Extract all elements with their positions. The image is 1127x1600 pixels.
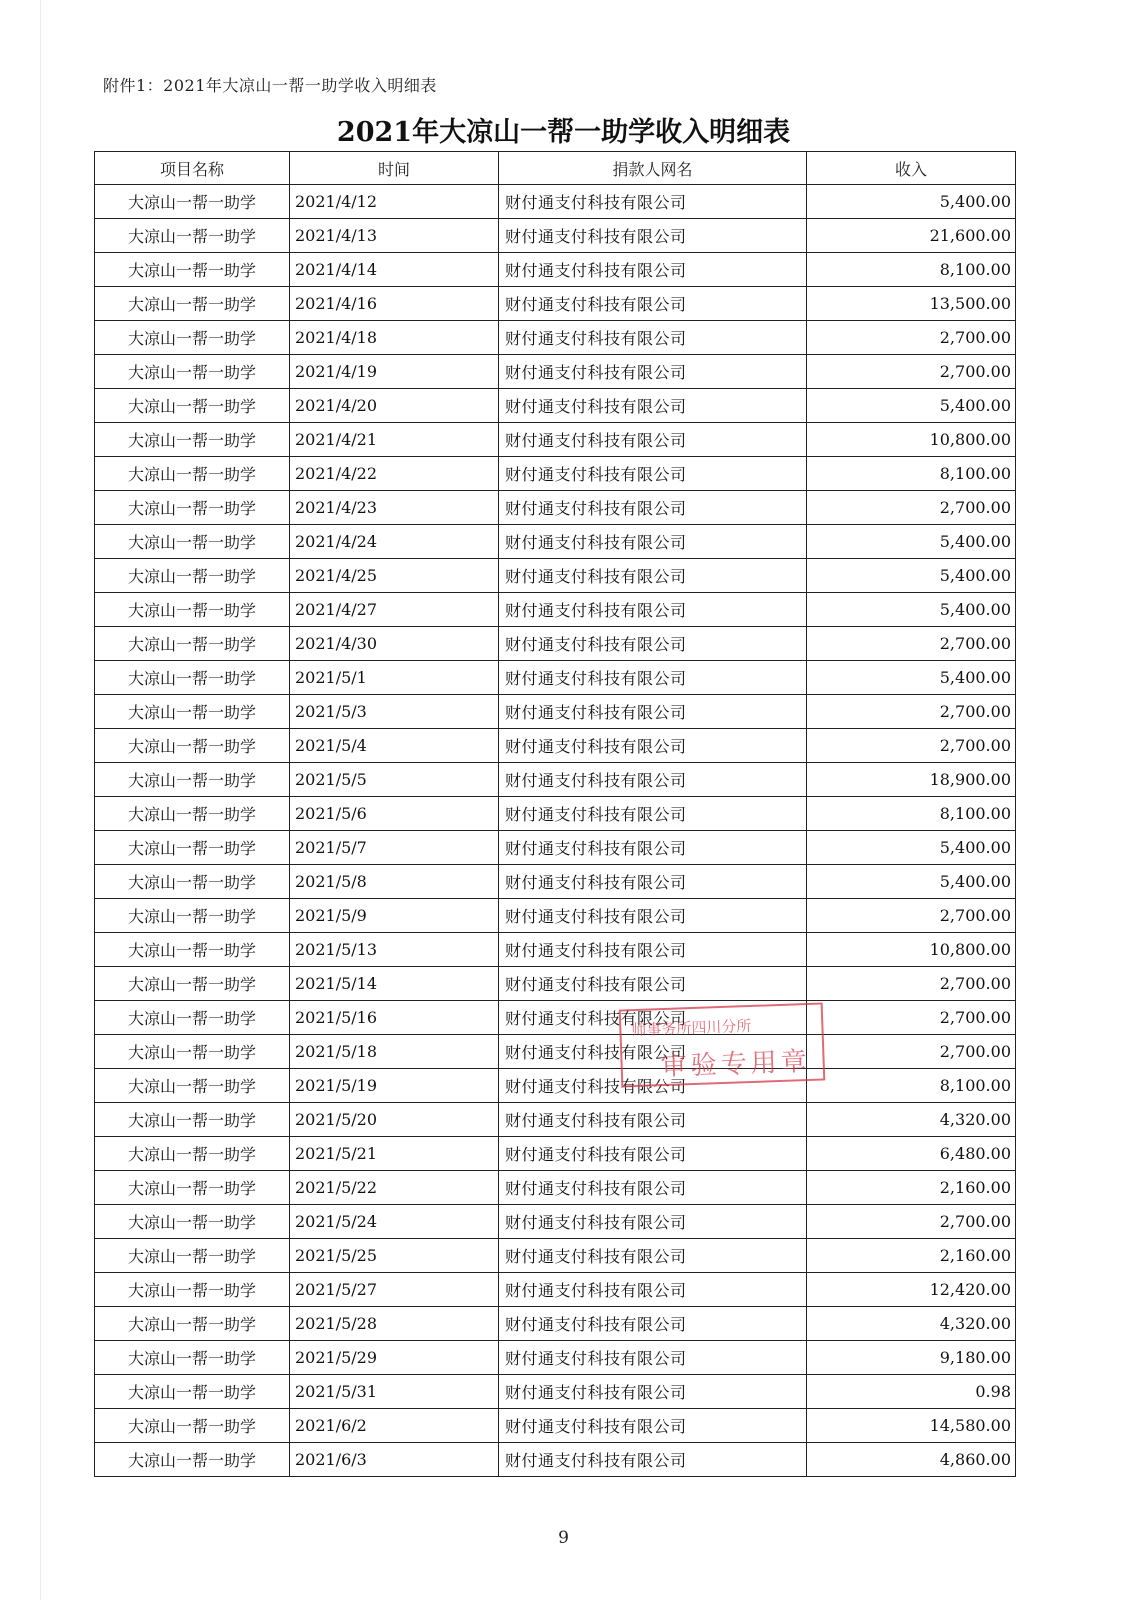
cell-date: 2021/4/30 (290, 627, 499, 661)
cell-donor-name: 财付通支付科技有限公司 (499, 627, 807, 661)
cell-date: 2021/5/24 (290, 1205, 499, 1239)
table-row (95, 1205, 1016, 1239)
table-row (95, 491, 1016, 525)
page-number: 9 (558, 1528, 569, 1548)
cell-date: 2021/4/16 (290, 287, 499, 321)
cell-date: 2021/6/2 (290, 1409, 499, 1443)
cell-project-name: 大凉山一帮一助学 (95, 661, 290, 695)
cell-date: 2021/5/20 (290, 1103, 499, 1137)
cell-income: 13,500.00 (807, 287, 1016, 321)
cell-donor-name: 财付通支付科技有限公司 (499, 1375, 807, 1409)
header-donor-name: 捐款人网名 (499, 152, 807, 185)
table-row (95, 219, 1016, 253)
header-income: 收入 (807, 152, 1016, 185)
cell-donor-name: 财付通支付科技有限公司 (499, 185, 807, 219)
cell-donor-name: 财付通支付科技有限公司 (499, 797, 807, 831)
cell-donor-name: 财付通支付科技有限公司 (499, 593, 807, 627)
cell-date: 2021/4/27 (290, 593, 499, 627)
cell-date: 2021/5/14 (290, 967, 499, 1001)
income-detail-table (94, 151, 1016, 1477)
cell-date: 2021/4/21 (290, 423, 499, 457)
cell-income: 5,400.00 (807, 661, 1016, 695)
cell-donor-name: 财付通支付科技有限公司 (499, 287, 807, 321)
cell-income: 5,400.00 (807, 559, 1016, 593)
cell-income: 6,480.00 (807, 1137, 1016, 1171)
cell-donor-name: 财付通支付科技有限公司 (499, 1443, 807, 1477)
cell-donor-name: 财付通支付科技有限公司 (499, 1035, 807, 1069)
cell-income: 5,400.00 (807, 389, 1016, 423)
cell-project-name: 大凉山一帮一助学 (95, 1443, 290, 1477)
cell-donor-name: 财付通支付科技有限公司 (499, 967, 807, 1001)
table-row (95, 1001, 1016, 1035)
cell-project-name: 大凉山一帮一助学 (95, 253, 290, 287)
cell-project-name: 大凉山一帮一助学 (95, 1171, 290, 1205)
cell-income: 2,700.00 (807, 627, 1016, 661)
cell-project-name: 大凉山一帮一助学 (95, 1001, 290, 1035)
cell-donor-name: 财付通支付科技有限公司 (499, 1273, 807, 1307)
cell-income: 5,400.00 (807, 831, 1016, 865)
cell-income: 12,420.00 (807, 1273, 1016, 1307)
cell-donor-name: 财付通支付科技有限公司 (499, 865, 807, 899)
cell-project-name: 大凉山一帮一助学 (95, 491, 290, 525)
table-row (95, 355, 1016, 389)
cell-date: 2021/5/27 (290, 1273, 499, 1307)
cell-donor-name: 财付通支付科技有限公司 (499, 1239, 807, 1273)
cell-project-name: 大凉山一帮一助学 (95, 1103, 290, 1137)
cell-date: 2021/4/19 (290, 355, 499, 389)
cell-project-name: 大凉山一帮一助学 (95, 525, 290, 559)
cell-project-name: 大凉山一帮一助学 (95, 1035, 290, 1069)
cell-income: 2,160.00 (807, 1239, 1016, 1273)
cell-income: 5,400.00 (807, 185, 1016, 219)
cell-income: 0.98 (807, 1375, 1016, 1409)
header-project-name: 项目名称 (95, 152, 290, 185)
cell-project-name: 大凉山一帮一助学 (95, 865, 290, 899)
cell-date: 2021/5/29 (290, 1341, 499, 1375)
table-row (95, 1103, 1016, 1137)
cell-date: 2021/4/25 (290, 559, 499, 593)
cell-project-name: 大凉山一帮一助学 (95, 593, 290, 627)
cell-date: 2021/5/18 (290, 1035, 499, 1069)
cell-income: 2,700.00 (807, 321, 1016, 355)
table-row (95, 1341, 1016, 1375)
cell-project-name: 大凉山一帮一助学 (95, 1137, 290, 1171)
cell-date: 2021/5/4 (290, 729, 499, 763)
table-row (95, 627, 1016, 661)
cell-income: 8,100.00 (807, 253, 1016, 287)
table-row (95, 1273, 1016, 1307)
cell-income: 4,860.00 (807, 1443, 1016, 1477)
cell-date: 2021/5/9 (290, 899, 499, 933)
table-row (95, 967, 1016, 1001)
cell-project-name: 大凉山一帮一助学 (95, 729, 290, 763)
cell-income: 2,160.00 (807, 1171, 1016, 1205)
table-row (95, 1069, 1016, 1103)
table-row (95, 1137, 1016, 1171)
table-row (95, 797, 1016, 831)
cell-date: 2021/4/23 (290, 491, 499, 525)
cell-date: 2021/5/22 (290, 1171, 499, 1205)
table-row (95, 933, 1016, 967)
cell-project-name: 大凉山一帮一助学 (95, 389, 290, 423)
cell-project-name: 大凉山一帮一助学 (95, 899, 290, 933)
cell-date: 2021/5/25 (290, 1239, 499, 1273)
cell-income: 18,900.00 (807, 763, 1016, 797)
cell-date: 2021/5/3 (290, 695, 499, 729)
table-row (95, 899, 1016, 933)
cell-income: 8,100.00 (807, 1069, 1016, 1103)
attachment-label: 附件1：2021年大凉山一帮一助学收入明细表 (103, 76, 437, 95)
cell-donor-name: 财付通支付科技有限公司 (499, 1137, 807, 1171)
cell-project-name: 大凉山一帮一助学 (95, 185, 290, 219)
cell-date: 2021/5/5 (290, 763, 499, 797)
cell-donor-name: 财付通支付科技有限公司 (499, 1341, 807, 1375)
cell-donor-name: 财付通支付科技有限公司 (499, 1205, 807, 1239)
cell-date: 2021/5/13 (290, 933, 499, 967)
table-row (95, 661, 1016, 695)
cell-project-name: 大凉山一帮一助学 (95, 1409, 290, 1443)
table-row (95, 287, 1016, 321)
cell-income: 10,800.00 (807, 423, 1016, 457)
cell-income: 8,100.00 (807, 457, 1016, 491)
table-row (95, 423, 1016, 457)
cell-income: 2,700.00 (807, 967, 1016, 1001)
cell-income: 9,180.00 (807, 1341, 1016, 1375)
cell-donor-name: 财付通支付科技有限公司 (499, 729, 807, 763)
cell-income: 5,400.00 (807, 525, 1016, 559)
cell-income: 5,400.00 (807, 593, 1016, 627)
table-row (95, 695, 1016, 729)
table-row (95, 559, 1016, 593)
table-row (95, 1239, 1016, 1273)
cell-project-name: 大凉山一帮一助学 (95, 967, 290, 1001)
cell-donor-name: 财付通支付科技有限公司 (499, 661, 807, 695)
table-row (95, 253, 1016, 287)
document-title: 2021年大凉山一帮一助学收入明细表 (336, 117, 791, 148)
cell-income: 21,600.00 (807, 219, 1016, 253)
table-row (95, 1375, 1016, 1409)
cell-income: 2,700.00 (807, 355, 1016, 389)
cell-date: 2021/4/22 (290, 457, 499, 491)
cell-donor-name: 财付通支付科技有限公司 (499, 831, 807, 865)
cell-project-name: 大凉山一帮一助学 (95, 1205, 290, 1239)
table-row (95, 865, 1016, 899)
page-edge-line (40, 0, 41, 1600)
cell-income: 2,700.00 (807, 1205, 1016, 1239)
cell-donor-name: 财付通支付科技有限公司 (499, 1103, 807, 1137)
table-row (95, 1035, 1016, 1069)
cell-donor-name: 财付通支付科技有限公司 (499, 1171, 807, 1205)
cell-project-name: 大凉山一帮一助学 (95, 287, 290, 321)
cell-project-name: 大凉山一帮一助学 (95, 627, 290, 661)
cell-donor-name: 财付通支付科技有限公司 (499, 491, 807, 525)
cell-date: 2021/4/18 (290, 321, 499, 355)
cell-donor-name: 财付通支付科技有限公司 (499, 253, 807, 287)
cell-donor-name: 财付通支付科技有限公司 (499, 695, 807, 729)
stamp-purpose-text: 审验专用章 (660, 1046, 812, 1083)
cell-income: 2,700.00 (807, 1035, 1016, 1069)
cell-project-name: 大凉山一帮一助学 (95, 1307, 290, 1341)
cell-donor-name: 财付通支付科技有限公司 (499, 355, 807, 389)
cell-donor-name: 财付通支付科技有限公司 (499, 1001, 807, 1035)
cell-project-name: 大凉山一帮一助学 (95, 763, 290, 797)
cell-donor-name: 财付通支付科技有限公司 (499, 1409, 807, 1443)
audit-seal-stamp (619, 1002, 826, 1087)
cell-date: 2021/4/20 (290, 389, 499, 423)
cell-project-name: 大凉山一帮一助学 (95, 321, 290, 355)
cell-project-name: 大凉山一帮一助学 (95, 1069, 290, 1103)
cell-date: 2021/5/31 (290, 1375, 499, 1409)
cell-project-name: 大凉山一帮一助学 (95, 1273, 290, 1307)
cell-date: 2021/6/3 (290, 1443, 499, 1477)
cell-income: 8,100.00 (807, 797, 1016, 831)
cell-income: 2,700.00 (807, 491, 1016, 525)
cell-date: 2021/5/1 (290, 661, 499, 695)
table-row (95, 763, 1016, 797)
cell-date: 2021/5/7 (290, 831, 499, 865)
cell-income: 2,700.00 (807, 695, 1016, 729)
cell-date: 2021/5/28 (290, 1307, 499, 1341)
cell-project-name: 大凉山一帮一助学 (95, 219, 290, 253)
cell-donor-name: 财付通支付科技有限公司 (499, 321, 807, 355)
cell-donor-name: 财付通支付科技有限公司 (499, 525, 807, 559)
cell-date: 2021/5/16 (290, 1001, 499, 1035)
cell-donor-name: 财付通支付科技有限公司 (499, 763, 807, 797)
cell-date: 2021/4/14 (290, 253, 499, 287)
table-header-row (95, 152, 1016, 185)
cell-income: 5,400.00 (807, 865, 1016, 899)
cell-income: 2,700.00 (807, 1001, 1016, 1035)
table-row (95, 321, 1016, 355)
table-row (95, 185, 1016, 219)
cell-donor-name: 财付通支付科技有限公司 (499, 389, 807, 423)
cell-project-name: 大凉山一帮一助学 (95, 1239, 290, 1273)
header-date: 时间 (290, 152, 499, 185)
cell-donor-name: 财付通支付科技有限公司 (499, 457, 807, 491)
cell-income: 2,700.00 (807, 899, 1016, 933)
table-row (95, 1307, 1016, 1341)
table-row (95, 729, 1016, 763)
cell-income: 4,320.00 (807, 1307, 1016, 1341)
cell-date: 2021/5/8 (290, 865, 499, 899)
cell-project-name: 大凉山一帮一助学 (95, 797, 290, 831)
cell-income: 14,580.00 (807, 1409, 1016, 1443)
table-row (95, 1171, 1016, 1205)
table-row (95, 831, 1016, 865)
table-row (95, 593, 1016, 627)
table-row (95, 1443, 1016, 1477)
cell-project-name: 大凉山一帮一助学 (95, 933, 290, 967)
cell-date: 2021/5/6 (290, 797, 499, 831)
cell-date: 2021/5/21 (290, 1137, 499, 1171)
cell-date: 2021/4/24 (290, 525, 499, 559)
table-row (95, 1409, 1016, 1443)
cell-date: 2021/4/12 (290, 185, 499, 219)
cell-project-name: 大凉山一帮一助学 (95, 355, 290, 389)
cell-project-name: 大凉山一帮一助学 (95, 423, 290, 457)
cell-project-name: 大凉山一帮一助学 (95, 695, 290, 729)
cell-project-name: 大凉山一帮一助学 (95, 1375, 290, 1409)
table-row (95, 457, 1016, 491)
cell-project-name: 大凉山一帮一助学 (95, 1341, 290, 1375)
cell-donor-name: 财付通支付科技有限公司 (499, 219, 807, 253)
cell-date: 2021/5/19 (290, 1069, 499, 1103)
cell-date: 2021/4/13 (290, 219, 499, 253)
cell-income: 2,700.00 (807, 729, 1016, 763)
cell-donor-name: 财付通支付科技有限公司 (499, 899, 807, 933)
cell-income: 4,320.00 (807, 1103, 1016, 1137)
cell-income: 10,800.00 (807, 933, 1016, 967)
cell-donor-name: 财付通支付科技有限公司 (499, 423, 807, 457)
cell-project-name: 大凉山一帮一助学 (95, 457, 290, 491)
stamp-firm-text: 师事务所四川分所 (631, 1016, 752, 1040)
table-row (95, 525, 1016, 559)
cell-project-name: 大凉山一帮一助学 (95, 559, 290, 593)
table-body (95, 185, 1016, 1477)
table-row (95, 389, 1016, 423)
cell-donor-name: 财付通支付科技有限公司 (499, 933, 807, 967)
cell-donor-name: 财付通支付科技有限公司 (499, 1069, 807, 1103)
cell-donor-name: 财付通支付科技有限公司 (499, 559, 807, 593)
cell-donor-name: 财付通支付科技有限公司 (499, 1307, 807, 1341)
cell-project-name: 大凉山一帮一助学 (95, 831, 290, 865)
